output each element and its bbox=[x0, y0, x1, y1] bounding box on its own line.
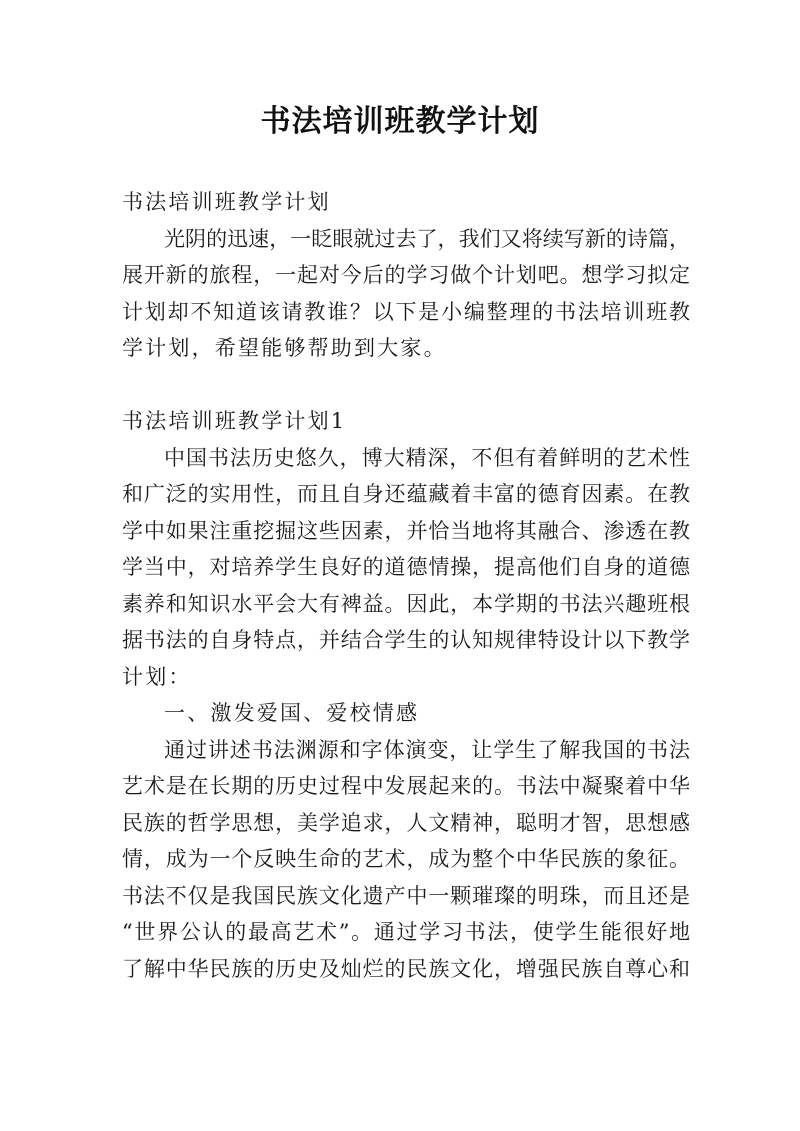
paragraph-line: 计划： bbox=[122, 664, 192, 689]
document-title: 书法培训班教学计划 bbox=[260, 104, 540, 139]
paragraph-line: 计划却不知道该请教谁？以下是小编整理的书法培训班教 bbox=[122, 299, 690, 324]
paragraph-line: 素养和知识水平会大有裨益。因此，本学期的书法兴趣班根 bbox=[122, 591, 690, 616]
section-heading: 书法培训班教学计划1 bbox=[122, 409, 347, 433]
paragraph-line: 光阴的迅速，一眨眼就过去了，我们又将续写新的诗篇， bbox=[164, 226, 690, 251]
paragraph-line: 民族的哲学思想，美学追求，人文精神，聪明才智，思想感 bbox=[122, 810, 690, 835]
section-heading: 书法培训班教学计划 bbox=[122, 190, 331, 214]
paragraph-line: 中国书法历史悠久，博大精深，不但有着鲜明的艺术性 bbox=[164, 445, 690, 470]
paragraph-line: 据书法的自身特点，并结合学生的认知规律特设计以下教学 bbox=[122, 628, 690, 652]
paragraph-line: 艺术是在长期的历史过程中发展起来的。书法中凝聚着中华 bbox=[122, 774, 690, 798]
paragraph-line: 了解中华民族的历史及灿烂的民族文化，增强民族自尊心和 bbox=[122, 956, 690, 981]
paragraph-line: 通过讲述书法渊源和字体演变，让学生了解我国的书法 bbox=[164, 737, 690, 762]
document-body bbox=[122, 184, 690, 987]
paragraph-line: 展开新的旅程，一起对今后的学习做个计划吧。想学习拟定 bbox=[122, 263, 690, 287]
paragraph-line: 学计划，希望能够帮助到大家。 bbox=[122, 336, 447, 360]
paragraph-line: 书法不仅是我国民族文化遗产中一颗璀璨的明珠，而且还是 bbox=[122, 883, 690, 908]
paragraph-line: 情，成为一个反映生命的艺术，成为整个中华民族的象征。 bbox=[122, 847, 690, 871]
paragraph-line: 学当中，对培养学生良好的道德情操，提高他们自身的道德 bbox=[122, 555, 690, 579]
paragraph-spacer bbox=[122, 367, 690, 404]
paragraph-line: “世界公认的最高艺术”。通过学习书法，使学生能很好地 bbox=[122, 920, 690, 944]
paragraph-line: 学中如果注重挖掘这些因素，并恰当地将其融合、渗透在教 bbox=[122, 518, 690, 543]
paragraph-line: 和广泛的实用性，而且自身还蕴藏着丰富的德育因素。在教 bbox=[122, 482, 690, 506]
subsection-heading: 一、激发爱国、爱校情感 bbox=[164, 701, 420, 725]
